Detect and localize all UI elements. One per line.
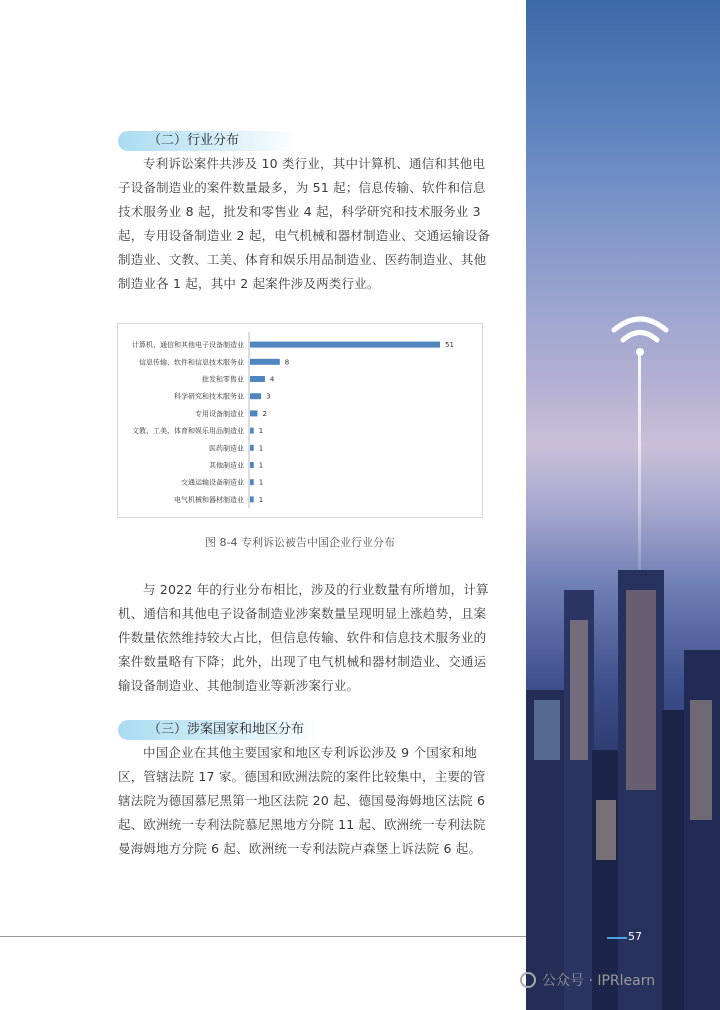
- page-number-mark: [607, 937, 627, 939]
- bar: [250, 410, 257, 416]
- bar: [250, 393, 261, 399]
- bar: [250, 445, 254, 451]
- industry-paragraph: 专利诉讼案件共涉及 10 类行业，其中计算机、通信和其他电子设备制造业的案件数量最多，为 51 起；信息传输、软件和信息技术服务业 8 起，批发和零售业 4 起，科学研究和技术服务业 3 起，专用设备制造业 2 起，电气机械和器材制造业、交通运输设备制造业、文教、工美、体育和娱乐用品制造业、医药制造业、其他制造业各 1 起，其中 2 起案件涉及两类行业。: [118, 156, 491, 291]
- value-label: 2: [262, 409, 267, 418]
- value-label: 8: [284, 358, 290, 367]
- watermark: [520, 970, 655, 990]
- bar: [250, 376, 265, 382]
- category-label: 电气机械和器材制造业: [174, 495, 244, 504]
- value-label: 3: [266, 392, 271, 401]
- wechat-icon: [520, 972, 536, 988]
- category-label: 文教、工美、体育和娱乐用品制造业: [132, 427, 244, 436]
- bottom-rule: [0, 936, 526, 937]
- bar: [250, 359, 280, 365]
- section-heading-industry: （二）行业分布: [118, 131, 298, 151]
- category-label: 科学研究和技术服务业: [174, 392, 244, 401]
- section-heading-region: （三）涉案国家和地区分布: [118, 720, 318, 740]
- bar: [250, 342, 440, 348]
- figure-caption: 图 8-4 专利诉讼被告中国企业行业分布: [205, 536, 395, 549]
- value-label: 1: [258, 461, 264, 470]
- value-label: 1: [258, 478, 264, 487]
- city-night-image: [526, 0, 720, 1010]
- region-paragraph: 中国企业在其他主要国家和地区专利诉讼涉及 9 个国家和地区，管辖法院 17 家。德国和欧洲法院的案件比较集中，主要的管辖法院为德国慕尼黑第一地区法院 20 起、德国曼海姆地区法院 6 起、欧洲统一专利法院慕尼黑地方分院 11 起、欧洲统一专利法院曼海姆地方分院 6 起、欧洲统一专利法院卢森堡上诉法院 6 起。: [118, 745, 486, 856]
- category-label: 医药制造业: [209, 444, 244, 453]
- bar: [250, 496, 254, 502]
- category-label: 计算机、通信和其他电子设备制造业: [132, 341, 244, 350]
- category-label: 信息传输、软件和信息技术服务业: [139, 358, 244, 367]
- value-label: 1: [258, 495, 264, 504]
- category-label: 交通运输设备制造业: [181, 478, 244, 487]
- light-beam: [638, 355, 641, 585]
- bar: [250, 462, 254, 468]
- value-label: 4: [269, 375, 275, 384]
- page-number: 57: [628, 930, 642, 943]
- category-label: 专用设备制造业: [195, 409, 244, 418]
- value-label: 51: [445, 341, 454, 350]
- industry-bar-chart: [117, 323, 483, 518]
- bar: [250, 479, 254, 485]
- bar: [250, 428, 254, 434]
- chart-svg: [118, 324, 482, 517]
- value-label: 1: [258, 444, 264, 453]
- category-label: 批发和零售业: [202, 375, 244, 384]
- value-label: 1: [258, 427, 264, 436]
- comparison-paragraph: 与 2022 年的行业分布相比，涉及的行业数量有所增加，计算机、通信和其他电子设备制造业涉案数量呈现明显上涨趋势，且案件数量依然维持较大占比，但信息传输、软件和信息技术服务业的案件数量略有下降；此外，出现了电气机械和器材制造业、交通运输设备制造业、其他制造业等新涉案行业。: [118, 582, 489, 693]
- watermark-text: 公众号 · IPRlearn: [542, 973, 656, 989]
- category-label: 其他制造业: [209, 461, 244, 470]
